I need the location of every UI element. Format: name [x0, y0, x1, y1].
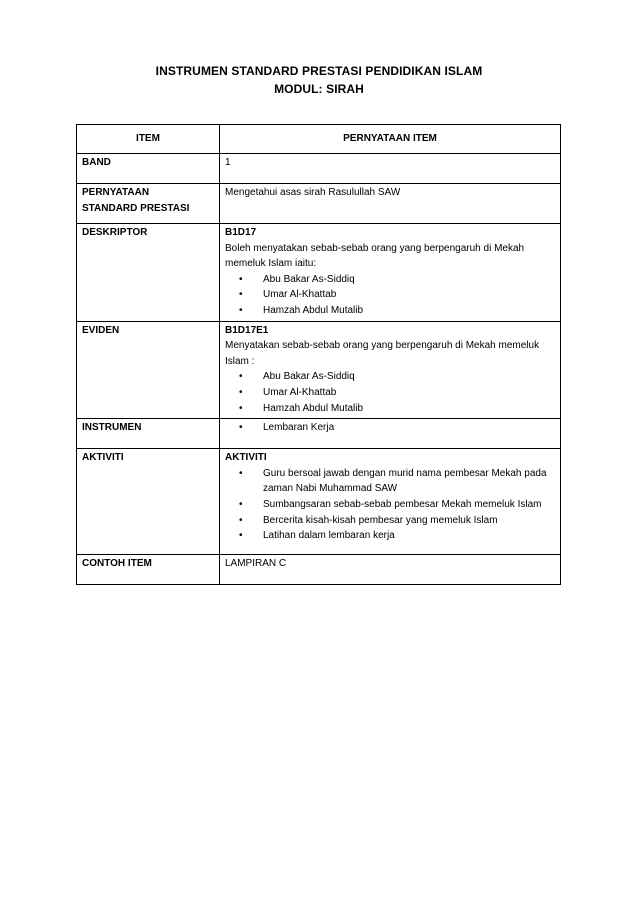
eviden-list — [225, 369, 555, 416]
list-item: • Umar Al-Khattab — [263, 385, 555, 401]
eviden-code: B1D17E1 — [225, 324, 269, 336]
row-pernyataan — [77, 184, 561, 224]
list-item: • Guru bersoal jawab dengan murid nama pembesar Mekah pada zaman Nabi Muhammad SAW — [263, 466, 555, 497]
deskriptor-label: DESKRIPTOR — [77, 224, 220, 322]
list-item: • Sumbangsaran sebab-sebab pembesar Mekah memeluk Islam — [263, 497, 555, 513]
row-contoh-item — [77, 555, 561, 585]
contoh-item-value: LAMPIRAN C — [220, 555, 561, 585]
instrumen-cell — [220, 419, 561, 449]
deskriptor-list — [225, 272, 555, 319]
instrumen-label: INSTRUMEN — [77, 419, 220, 449]
document-title: INSTRUMEN STANDARD PRESTASI PENDIDIKAN ISLAM — [155, 64, 483, 78]
eviden-text: Menyatakan sebab-sebab orang yang berpengaruh di Mekah memeluk Islam : — [225, 340, 540, 367]
header-pernyataan-item: PERNYATAAN ITEM — [220, 125, 561, 154]
row-band — [77, 154, 561, 184]
header-item: ITEM — [77, 125, 220, 154]
contoh-item-label: CONTOH ITEM — [77, 555, 220, 585]
list-item: • Bercerita kisah-kisah pembesar yang memeluk Islam — [263, 513, 555, 529]
aktiviti-list — [225, 466, 555, 544]
list-item: • Lembaran Kerja — [263, 420, 555, 436]
instrument-table — [76, 124, 561, 585]
aktiviti-cell — [220, 449, 561, 555]
row-eviden — [77, 321, 561, 419]
list-item: • Latihan dalam lembaran kerja — [263, 528, 555, 544]
pernyataan-value: Mengetahui asas sirah Rasulullah SAW — [220, 184, 561, 224]
list-item: • Hamzah Abdul Mutalib — [263, 401, 555, 417]
deskriptor-cell — [220, 224, 561, 322]
instrumen-list — [225, 420, 555, 436]
pernyataan-label-line1: PERNYATAAN — [82, 187, 150, 198]
row-instrumen — [77, 419, 561, 449]
pernyataan-label — [77, 184, 220, 224]
module-title: MODUL: SIRAH — [274, 82, 364, 96]
list-item: • Abu Bakar As-Siddiq — [263, 272, 555, 288]
band-label: BAND — [77, 154, 220, 184]
list-item: • Umar Al-Khattab — [263, 287, 555, 303]
row-aktiviti — [77, 449, 561, 555]
band-value: 1 — [220, 154, 561, 184]
list-item: • Hamzah Abdul Mutalib — [263, 303, 555, 319]
eviden-cell — [220, 321, 561, 419]
pernyataan-label-line2: STANDARD PRESTASI — [82, 202, 190, 214]
table-header-row — [77, 125, 561, 154]
deskriptor-code: B1D17 — [225, 227, 257, 238]
aktiviti-heading: AKTIVITI — [225, 452, 267, 464]
eviden-label: EVIDEN — [77, 321, 220, 419]
list-item: • Abu Bakar As-Siddiq — [263, 369, 555, 385]
deskriptor-text: Boleh menyatakan sebab-sebab orang yang berpengaruh di Mekah memeluk Islam iaitu: — [225, 242, 525, 270]
aktiviti-label: AKTIVITI — [77, 449, 220, 555]
row-deskriptor — [77, 224, 561, 322]
